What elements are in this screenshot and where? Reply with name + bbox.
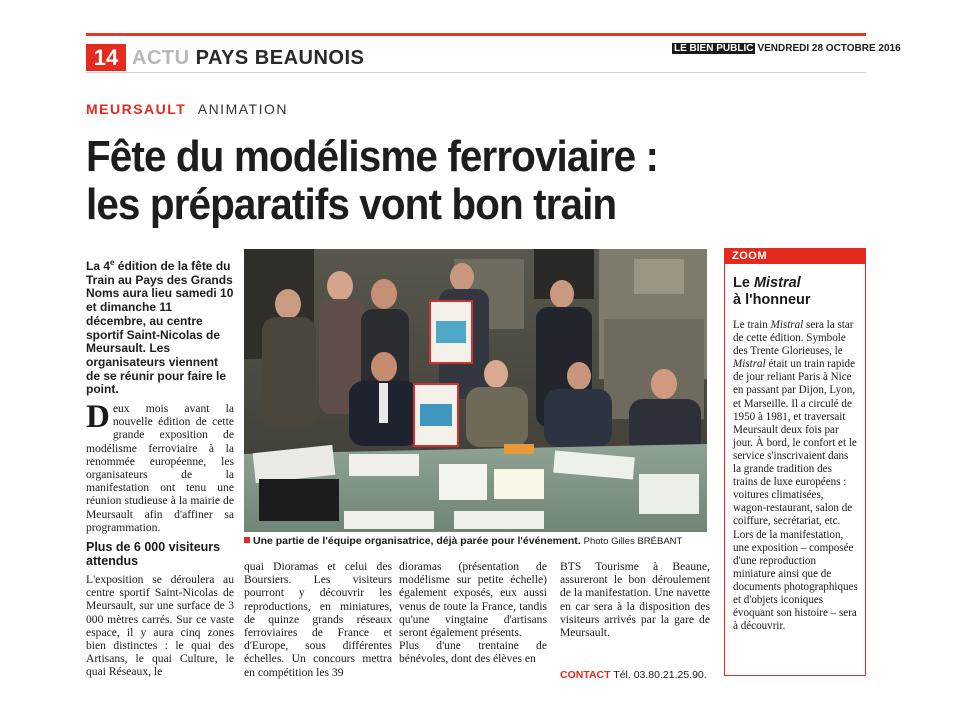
headline-line-1: Fête du modélisme ferroviaire : xyxy=(86,132,659,181)
photo-caption xyxy=(244,535,707,548)
photo-illustration xyxy=(244,249,707,532)
caption-bullet-icon xyxy=(244,537,250,543)
kicker-location: MEURSAULT xyxy=(86,101,187,117)
laptop xyxy=(259,479,339,521)
zoom-title xyxy=(733,275,861,309)
contact-phone: Tél. 03.80.21.25.90. xyxy=(613,669,707,681)
lead-superscript: e xyxy=(110,258,115,267)
section-title xyxy=(132,46,364,70)
body-column-4: BTS Tourisme à Beaune, assureront le bon déroulement de la manifestation. Une navette en car sera à la disposition des visiteurs arrivés par la gare de Meursault. xyxy=(560,560,710,640)
publication-date: VENDREDI 28 OCTOBRE 2016 xyxy=(757,43,901,54)
lead-part2: édition de la fête du Train au Pays des Grands Noms aura lieu samedi 10 et dimanche 11 décembre, au centre sportif Saint-Nicolas de Meursault. Les organisateurs viennent de se réunir pour faire le point. xyxy=(86,259,234,397)
header-top-rule xyxy=(86,33,866,36)
page-number: 14 xyxy=(86,44,126,71)
contact-line xyxy=(560,669,707,681)
body-paragraph-1 xyxy=(86,399,234,534)
zoom-title-emphasis: Mistral xyxy=(753,275,801,291)
article-lead xyxy=(86,256,234,397)
section-title-part1: ACTU xyxy=(132,47,190,69)
body-column-1b: L'exposition se déroulera au centre sportif Saint-Nicolas de Meursault, sur une surface de 3 000 mètres carrés. Sur ce vaste espace, il y aura cinq zones bien distinctes : le quai des Artisans, le quai Culture, le quai Réseaux, le xyxy=(86,573,234,679)
drop-cap: D xyxy=(86,399,110,435)
body-column-3b: Plus d'une trentaine de bénévoles, dont des élèves en xyxy=(399,639,547,666)
article-subhead: Plus de 6 000 visiteurs attendus xyxy=(86,540,221,568)
zoom-text-2-em: Mistral xyxy=(733,358,766,371)
section-title-part2: PAYS BEAUNOIS xyxy=(195,47,365,69)
lead-part1: La 4 xyxy=(86,259,111,273)
headline-line-2: les préparatifs vont bon train xyxy=(86,180,617,229)
article-kicker xyxy=(86,101,288,117)
kicker-category: ANIMATION xyxy=(197,101,288,117)
zoom-title-post: à l'honneur xyxy=(733,292,811,308)
article-photo xyxy=(244,249,707,532)
photo-credit: Photo Gilles BRÉBANT xyxy=(583,536,683,547)
zoom-text-2: sera la star de cette édition. Symbole des Trente Glorieuses, le xyxy=(733,319,854,358)
body-column-2: quai Dioramas et celui des Boursiers. Les visiteurs pourront y découvrir les reproductions, en miniatures, de quinze grands réseaux ferroviaires de France et d'Europe, sous différentes échelles. Un concours mettra en compétition les 39 xyxy=(244,560,392,679)
zoom-title-pre: Le xyxy=(733,275,754,291)
body-paragraph-1-text: eux mois avant la nouvelle édition de cette grande exposition de modélisme ferroviaire à la renommée européenne, les organisateurs de la manifestation ont tenu une réunion studieuse à la mairie de Meursault afin d'affiner sa programmation. xyxy=(86,402,234,534)
zoom-label: ZOOM xyxy=(724,248,866,264)
caption-text: Une partie de l'équipe organisatrice, déjà parée pour l'événement. xyxy=(253,535,581,547)
article-headline xyxy=(86,133,785,229)
contact-label: CONTACT xyxy=(560,669,611,681)
body-column-3 xyxy=(399,560,547,666)
zoom-text-1: Le train xyxy=(733,319,771,331)
zoom-text-1-em: Mistral xyxy=(770,319,804,331)
header-divider xyxy=(86,72,866,73)
body-column-3a: dioramas (présentation de modélisme sur petite échelle) également exposés, eux aussi venus de toute la France, tandis qu'une vingtaine d'artisans seront également présents. xyxy=(399,560,547,640)
publication-name: LE BIEN PUBLIC xyxy=(674,43,754,54)
zoom-text xyxy=(733,319,859,633)
publication-line xyxy=(672,43,901,55)
zoom-text-3: était un train rapide de jour reliant Paris à Nice en passant par Dijon, Lyon, et Marseille. Il a circulé de 1950 à 1981, et traversait Meursault deux fois par jour. À bord, le confort et le service s'inscrivaient dans la grande tradition des trains de luxe européens : voitures climatisées, wagon-restaurant, salon de coiffure, secrétariat, etc. Lors de la manifestation, une exposition – composée d'une reproduction miniature ainsi que de documents photographiques et d'objets iconiques évoquant son histoire – sera à découvrir. xyxy=(733,358,858,633)
